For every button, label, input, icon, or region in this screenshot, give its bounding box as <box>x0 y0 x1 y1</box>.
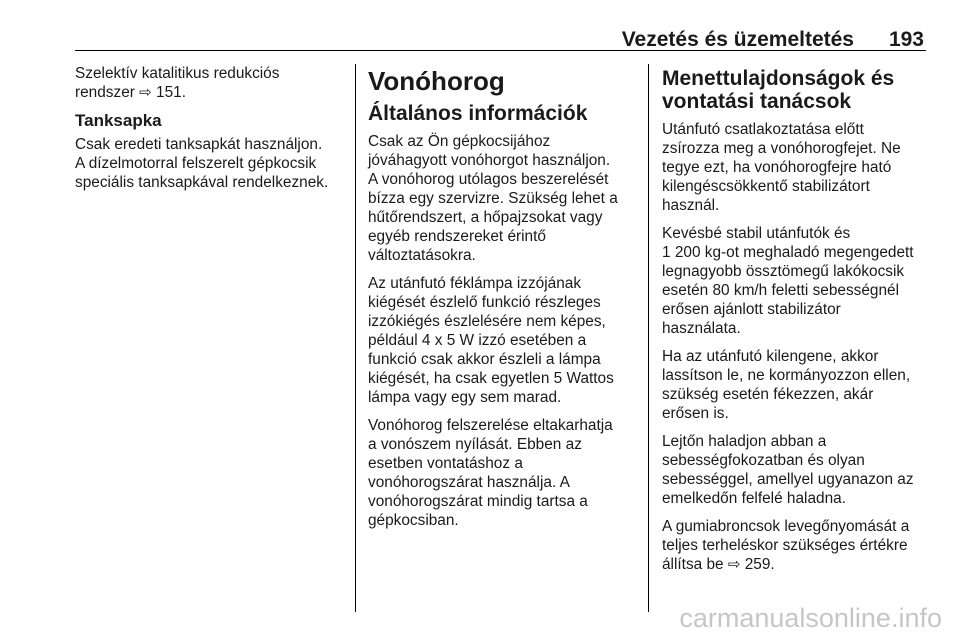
column-3 <box>662 64 942 583</box>
text-line <box>662 555 942 574</box>
page-reference-arrow-icon: ⇨ <box>139 84 152 101</box>
text-line: szükség esetén fékezzen, akár <box>662 386 874 403</box>
text-line: Lejtőn haladjon abban a <box>662 433 827 450</box>
column-1 <box>75 64 347 201</box>
text-line: Csak eredeti tanksapkát használjon. <box>75 136 323 153</box>
tanksapka-paragraph <box>75 135 347 192</box>
paragraph-3 <box>662 347 942 423</box>
text-line: 1 200 kg-ot meghaladó megengedett <box>662 244 914 261</box>
text-line: bízza egy szervizre. Szükség lehet a <box>368 190 618 207</box>
text-line: izzókiégés észlelésére nem képes, <box>368 313 606 330</box>
title-line: vontatási tanácsok <box>662 90 852 113</box>
paragraph-2 <box>368 274 636 407</box>
text-line: legnagyobb össztömegű lakókocsik <box>662 263 905 280</box>
text-line: egyéb rendszereket érintő <box>368 228 546 245</box>
text-line: kilengéscsökkentő stabilizátort <box>662 178 870 195</box>
text-line: kiégését észlelő funkció részleges <box>368 294 601 311</box>
text-line: funkció csak akkor észleli a lámpa <box>368 351 601 368</box>
text-line: sebességgel, amellyel ugyanazon az <box>662 471 914 488</box>
text-line: hűtőrendszert, a hőpajzsokat vagy <box>368 209 603 226</box>
column-2 <box>368 64 636 539</box>
text-line: emelkedőn felfelé haladna. <box>662 490 846 507</box>
page-number: 193 <box>888 28 924 51</box>
text-line: lassítson le, ne kormányozzon ellen, <box>662 367 911 384</box>
text-line: változtatásokra. <box>368 247 476 264</box>
text-line: a vonószem nyílását. Ebben az <box>368 436 582 453</box>
paragraph-1 <box>368 132 636 265</box>
text-line: zsírozza meg a vonóhorogfejet. Ne <box>662 140 901 157</box>
text-line: Kevésbé stabil utánfutók és <box>662 225 851 242</box>
text-line: teljes terheléskor szükséges értékre <box>662 537 908 554</box>
text-line: tegye ezt, ha vonóhorogfejre ható <box>662 159 892 176</box>
text-line: erősen is. <box>662 405 729 422</box>
text-line: speciális tanksapkával rendelkeznek. <box>75 174 329 191</box>
text-line: vonóhorogszárat használja. A <box>368 474 570 491</box>
text-line: Utánfutó csatlakoztatása előtt <box>662 121 864 138</box>
paragraph-4 <box>662 432 942 508</box>
scr-reference-paragraph <box>75 64 347 102</box>
text-line: például 4 x 5 W izzó esetében a <box>368 332 587 349</box>
text-line: használ. <box>662 197 720 214</box>
text-fragment: állítsa be <box>662 556 728 573</box>
title-line: Menettulajdonságok és <box>662 67 895 90</box>
text-line: esetén 80 km/h feletti sebességnél <box>662 282 899 299</box>
text-line: Vonóhorog felszerelése eltakarhatja <box>368 417 613 434</box>
text-line: kiégését, ha csak egyetlen 5 Wattos <box>368 370 614 387</box>
section-title-tanksapka: Tanksapka <box>75 111 162 130</box>
page-reference[interactable]: 151. <box>151 84 186 101</box>
text-line: Csak az Ön gépkocsijához <box>368 133 551 150</box>
text-line <box>75 83 347 102</box>
text-line: gépkocsiban. <box>368 512 459 529</box>
page-reference-arrow-icon: ⇨ <box>727 556 741 573</box>
page-title: Vezetés és üzemeltetés <box>621 28 854 51</box>
text-line: Szelektív katalitikus redukciós <box>75 65 280 82</box>
text-line: erősen ajánlott stabilizátor <box>662 301 841 318</box>
text-line: vonóhorogszárat mindig tartsa a <box>368 493 588 510</box>
paragraph-1 <box>662 120 942 215</box>
text-line: jóváhagyott vonóhorgot használjon. <box>368 152 611 169</box>
subsection-title-altalanos: Általános információk <box>368 102 588 125</box>
text-line: lámpa vagy egy sem marad. <box>368 389 562 406</box>
text-fragment: rendszer <box>75 84 140 101</box>
page-reference[interactable]: 259. <box>740 556 775 573</box>
section-title-menettulajdonsagok <box>662 67 942 113</box>
text-line: esetben vontatáshoz a <box>368 455 523 472</box>
column-divider-2 <box>648 64 649 612</box>
text-line: sebességfokozatban és olyan <box>662 452 865 469</box>
section-title-vonohorog: Vonóhorog <box>368 66 505 96</box>
text-line: A gumiabroncsok levegőnyomását a <box>662 518 910 535</box>
paragraph-3 <box>368 416 636 530</box>
column-divider-1 <box>355 64 356 612</box>
page-header <box>75 26 926 51</box>
text-line: Ha az utánfutó kilengene, akkor <box>662 348 879 365</box>
text-line: Az utánfutó féklámpa izzójának <box>368 275 582 292</box>
text-line: A vonóhorog utólagos beszerelését <box>368 171 609 188</box>
watermark: carmanualsonline.info <box>679 603 942 633</box>
paragraph-5 <box>662 517 942 574</box>
text-line: használata. <box>662 320 741 337</box>
text-line: A dízelmotorral felszerelt gépkocsik <box>75 155 317 172</box>
paragraph-2 <box>662 224 942 338</box>
